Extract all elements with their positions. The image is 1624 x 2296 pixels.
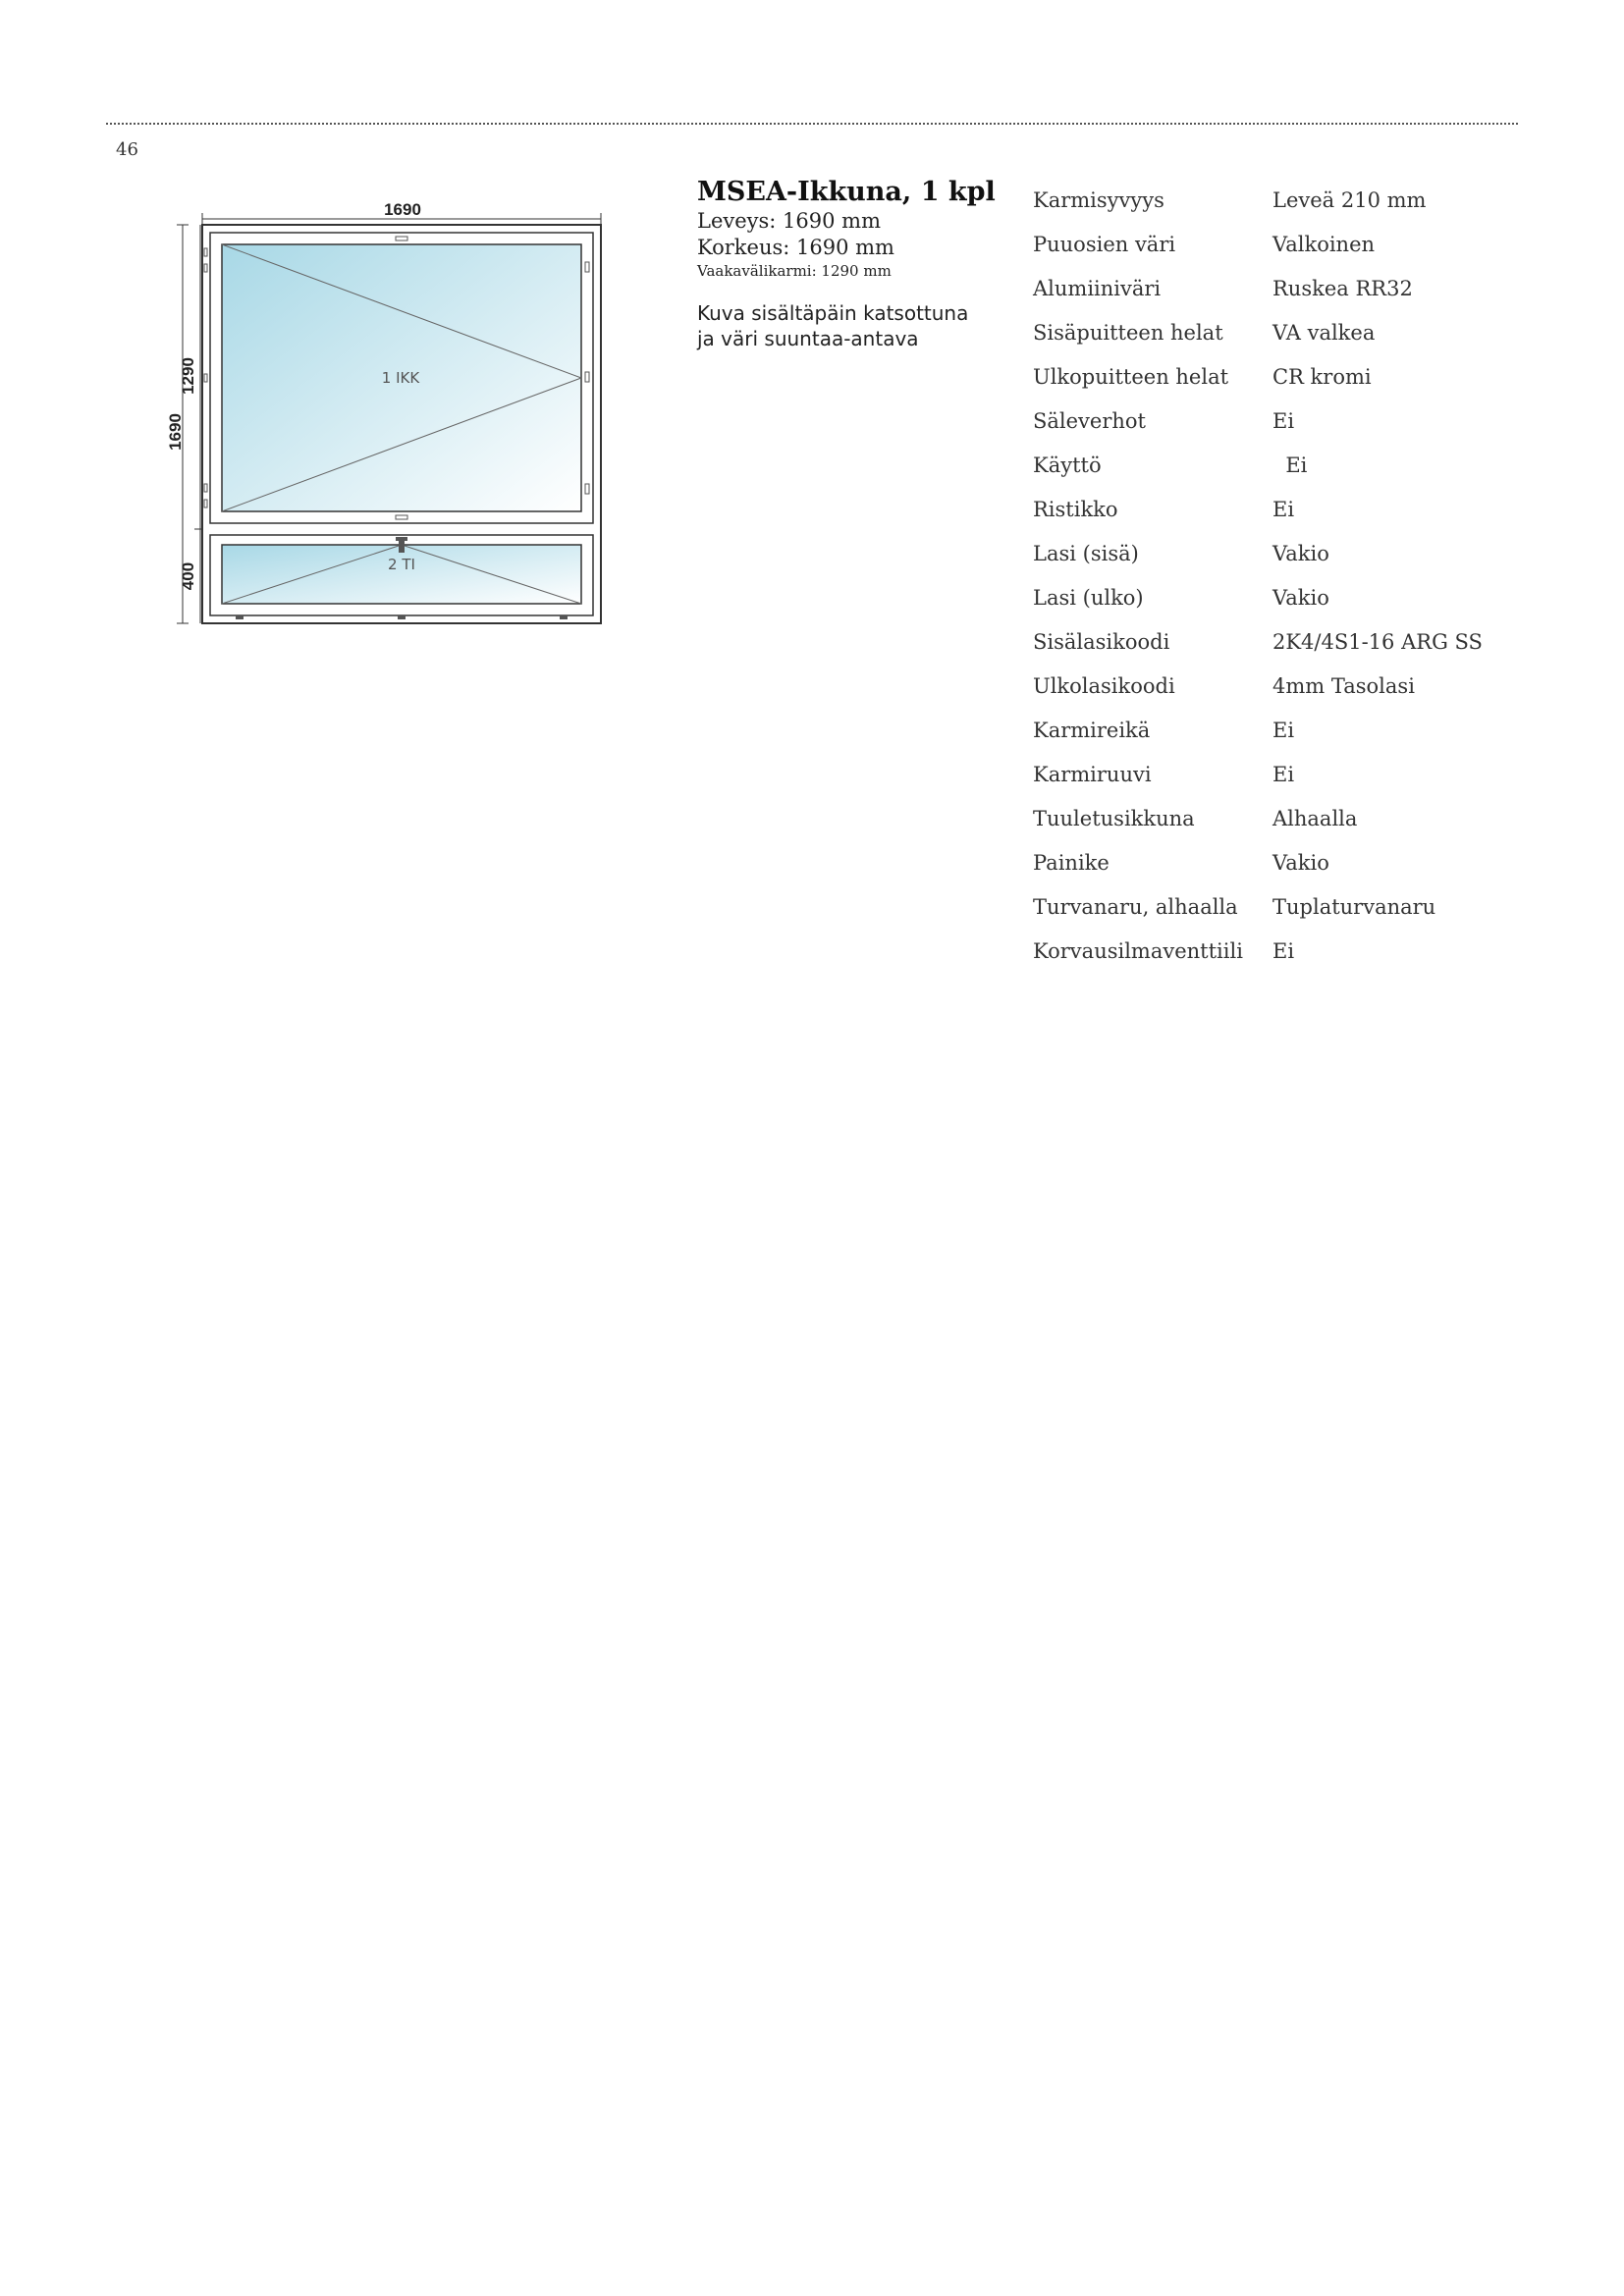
lower-height-dimension-label: 400 <box>179 561 197 591</box>
page-number: 46 <box>116 139 138 160</box>
spec-label: Ulkopuitteen helat <box>1033 365 1229 389</box>
product-info <box>697 177 1021 351</box>
spec-value: Ei <box>1272 498 1295 521</box>
spec-label: Lasi (ulko) <box>1033 586 1144 610</box>
upper-sash-label: 1 IKK <box>381 369 420 387</box>
spec-label: Karmisyvyys <box>1033 188 1164 212</box>
spec-value: Vakio <box>1272 542 1329 565</box>
spec-value: Valkoinen <box>1272 233 1376 256</box>
product-note-line2: ja väri suuntaa-antava <box>697 327 919 350</box>
spec-label: Painike <box>1033 851 1110 875</box>
hardware-mark <box>398 615 406 619</box>
hardware-mark <box>560 615 568 619</box>
upper-height-dimension-label: 1290 <box>179 357 197 395</box>
spec-label: Lasi (sisä) <box>1033 542 1139 565</box>
spec-value: Ei <box>1272 409 1295 433</box>
spec-label: Sisälasikoodi <box>1033 630 1170 654</box>
spec-value: VA valkea <box>1272 321 1376 345</box>
lower-glass-pane <box>222 545 581 604</box>
spec-label: Alumiiniväri <box>1033 277 1162 300</box>
spec-label: Korvausilmaventtiili <box>1033 939 1243 963</box>
spec-label: Turvanaru, alhaalla <box>1033 895 1238 919</box>
spec-value: Vakio <box>1272 586 1329 610</box>
spec-value: Ei <box>1272 939 1295 963</box>
product-title: MSEA-Ikkuna, 1 kpl <box>697 177 996 207</box>
spec-value: Ei <box>1272 763 1295 786</box>
spec-value: Alhaalla <box>1272 807 1358 830</box>
spec-value: Ruskea RR32 <box>1272 277 1413 300</box>
spec-label: Ristikko <box>1033 498 1118 521</box>
window-drawing-svg <box>157 191 619 633</box>
product-height: Korkeus: 1690 mm <box>697 236 894 259</box>
spec-label: Ulkolasikoodi <box>1033 674 1175 698</box>
spec-value: Ei <box>1272 454 1308 477</box>
spec-value: Tuplaturvanaru <box>1272 895 1436 919</box>
lower-sash-label: 2 TI <box>388 556 415 573</box>
product-mullion: Vaakavälikarmi: 1290 mm <box>697 262 892 280</box>
spec-label: Puuosien väri <box>1033 233 1176 256</box>
product-note <box>697 300 1021 351</box>
spec-label: Käyttö <box>1033 454 1102 477</box>
spec-value: Vakio <box>1272 851 1329 875</box>
spec-value: 4mm Tasolasi <box>1272 674 1415 698</box>
spec-value: Ei <box>1272 719 1295 742</box>
spec-label: Säleverhot <box>1033 409 1146 433</box>
spec-value: 2K4/4S1-16 ARG SS <box>1272 630 1483 654</box>
hardware-mark <box>236 615 244 619</box>
spec-label: Sisäpuitteen helat <box>1033 321 1223 345</box>
width-dimension-label: 1690 <box>384 200 421 219</box>
product-note-line1: Kuva sisältäpäin katsottuna <box>697 301 969 325</box>
product-width: Leveys: 1690 mm <box>697 209 882 233</box>
spec-value: Leveä 210 mm <box>1272 188 1427 212</box>
window-drawing <box>157 191 619 633</box>
total-height-dimension-label: 1690 <box>166 413 185 451</box>
spec-label: Karmiruuvi <box>1033 763 1152 786</box>
spec-label: Karmireikä <box>1033 719 1151 742</box>
spec-label: Tuuletusikkuna <box>1033 807 1195 830</box>
handle-mark <box>396 537 407 541</box>
spec-value: CR kromi <box>1272 365 1372 389</box>
top-dotted-rule <box>106 123 1518 125</box>
